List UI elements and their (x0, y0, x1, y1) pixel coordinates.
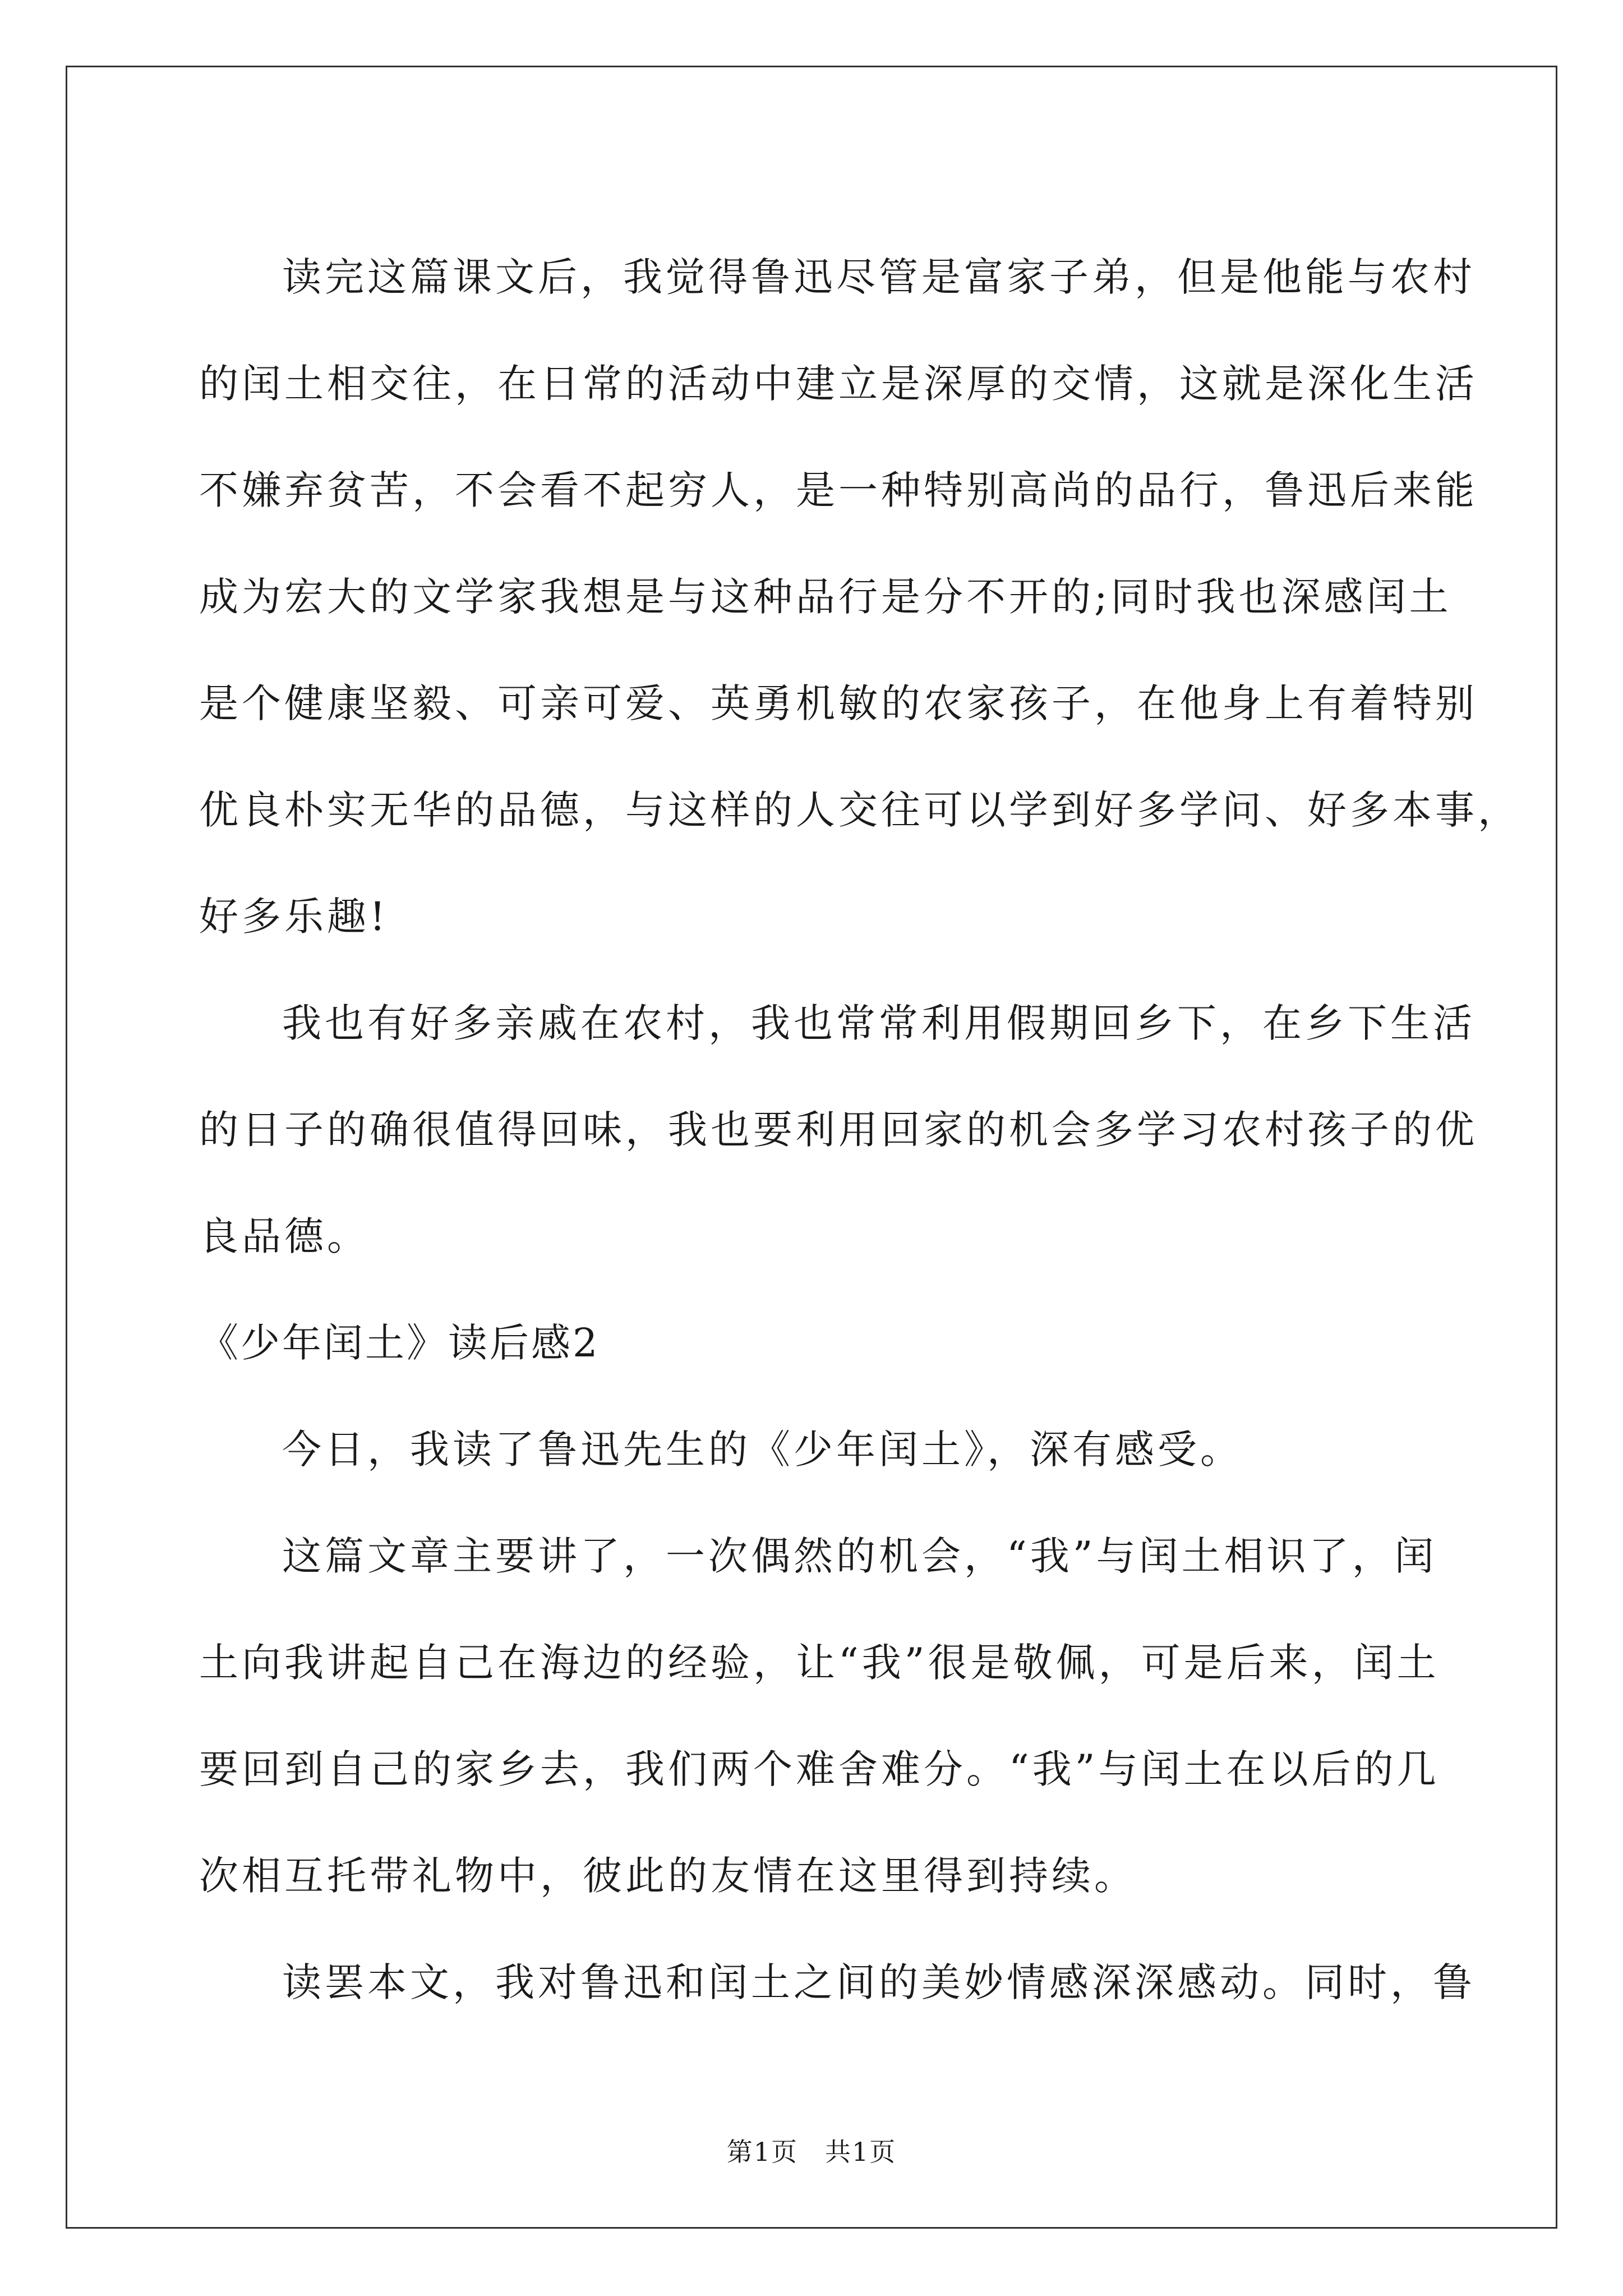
text-line: 我也有好多亲戚在农村，我也常常利用假期回乡下，在乡下生活 (282, 1000, 1476, 1046)
document-body (199, 220, 1520, 2032)
text-line: 不嫌弃贫苦，不会看不起穷人，是一种特别高尚的品行，鲁迅后来能 (199, 467, 1478, 513)
text-line: 读完这篇课文后，我觉得鲁迅尽管是富家子弟，但是他能与农村 (282, 254, 1476, 300)
text-line: 要回到自己的家乡去，我们两个难舍难分。“我”与闰土在以后的几 (199, 1746, 1440, 1792)
text-line: 良品德。 (199, 1213, 370, 1259)
text-line: 读罢本文，我对鲁迅和闰土之间的美妙情感深深感动。同时，鲁 (282, 1959, 1476, 2005)
text-line: 优良朴实无华的品德，与这样的人交往可以学到好多学问、好多本事， (199, 786, 1520, 833)
text-line: 的日子的确很值得回味，我也要利用回家的机会多学习农村孩子的优 (199, 1106, 1478, 1153)
text-line: 好多乐趣! (199, 893, 389, 940)
text-line: 的闰土相交往，在日常的活动中建立是深厚的交情，这就是深化生活 (199, 360, 1478, 407)
text-line: 次相互托带礼物中，彼此的友情在这里得到持续。 (199, 1852, 1137, 1899)
page-number-footer: 第1页 共1页 (726, 2137, 897, 2167)
text-line: 成为宏大的文学家我想是与这种品行是分不开的;同时我也深感闰土 (199, 573, 1452, 620)
text-line: 这篇文章主要讲了，一次偶然的机会，“我”与闰土相识了，闰 (282, 1533, 1437, 1579)
text-line: 今日，我读了鲁迅先生的《少年闰土》，深有感受。 (282, 1426, 1243, 1473)
text-line: 是个健康坚毅、可亲可爱、英勇机敏的农家孩子，在他身上有着特别 (199, 680, 1478, 726)
section-heading: 《少年闰土》读后感2 (199, 1319, 600, 1366)
text-line: 土向我讲起自己在海边的经验，让“我”很是敬佩，可是后来，闰土 (199, 1639, 1440, 1686)
